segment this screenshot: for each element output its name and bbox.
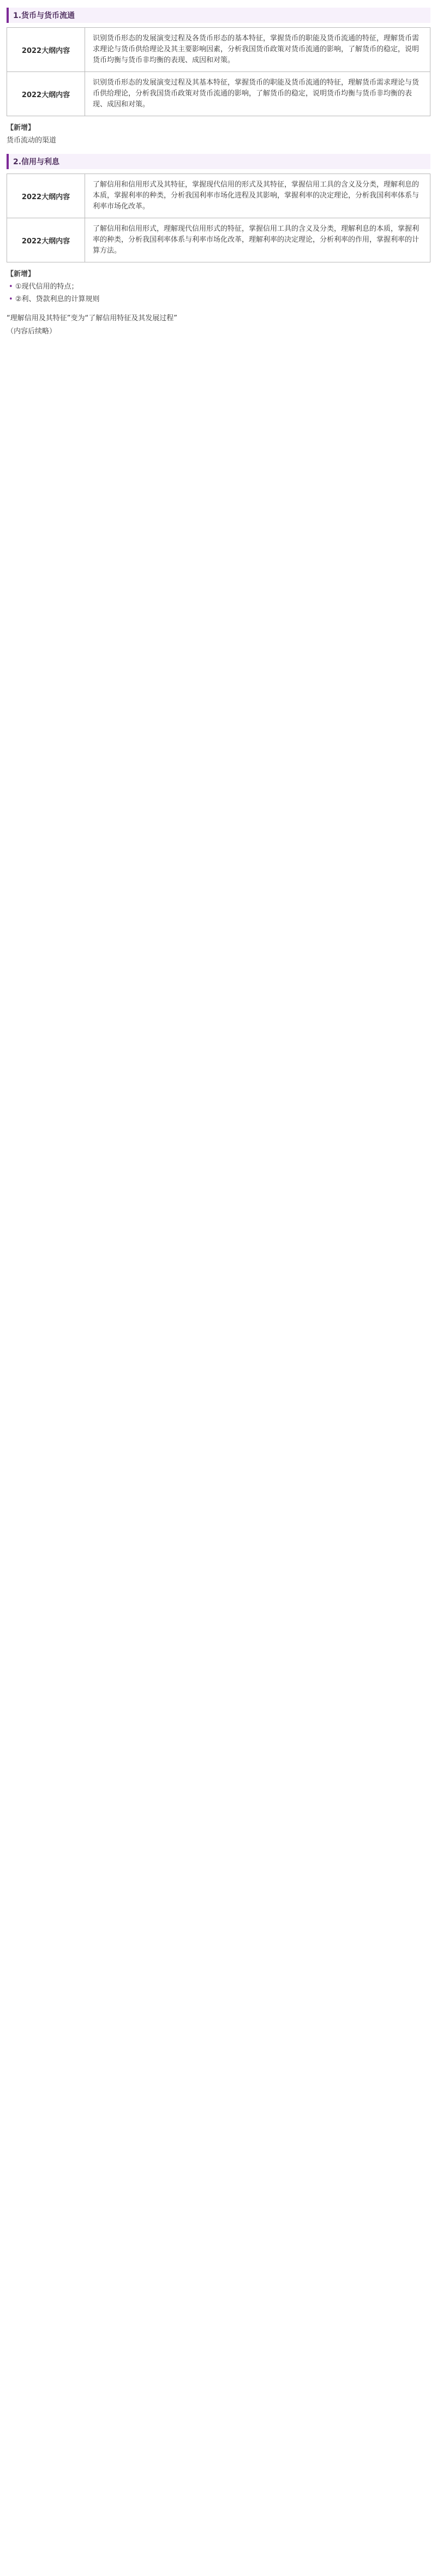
year-cell: 2022大纲内容 (7, 218, 85, 262)
note-line: • ①现代信用的特点； (9, 282, 428, 292)
table-row (7, 28, 430, 72)
note-title: 【新增】 (7, 270, 35, 278)
table-row (7, 174, 430, 218)
year-cell: 2022大纲内容 (7, 174, 85, 218)
page (0, 8, 437, 337)
section-title: 1.货币与货币流通 (7, 8, 430, 23)
outline-table (7, 27, 430, 116)
content-cell: 识别货币形态的发展演变过程及各货币形态的基本特征，掌握货币的职能及货币流通的特征，理解货币需求理论与货币供给理论及其主要影响因素，分析我国货币政策对货币流通的影响，了解货币的稳定，说明货币均衡与货币非均衡的表现、成因和对策。 (85, 28, 430, 72)
change-note: “理解信用及其特征”变为“了解信用特征及其发展过程” (7, 314, 177, 322)
note-line: 货币流动的渠道 (7, 136, 57, 145)
outline-table (7, 174, 430, 262)
content-cell: 了解信用和信用形式及其特征，掌握现代信用的形式及其特征，掌握信用工具的含义及分类，理解利息的本质，掌握利率的种类，分析我国利率市场化进程及其影响，掌握利率的决定理论，分析我国利率体系与利率市场化改革。 (85, 174, 430, 218)
year-cell: 2022大纲内容 (7, 72, 85, 116)
tail-text: （内容后续略） (7, 327, 57, 336)
year-cell: 2022大纲内容 (7, 28, 85, 72)
spacer (0, 307, 437, 311)
note-line: • ②利、贷款利息的计算规则 (9, 294, 428, 305)
content-cell: 识别货币形态的发展演变过程及其基本特征，掌握货币的职能及货币流通的特征，理解货币需求理论与货币供给理论，分析我国货币政策对货币流通的影响，了解货币的稳定，说明货币均衡与货币非均衡的表现、成因和对策。 (85, 72, 430, 116)
section-title: 2.信用与利息 (7, 154, 430, 169)
content-cell: 了解信用和信用形式，理解现代信用形式的特征，掌握信用工具的含义及分类，理解利息的本质，掌握利率的种类，分析我国利率体系与利率市场化改革，理解利率的决定理论，分析利率的作用，掌握利率的计算方法。 (85, 218, 430, 262)
note-list (0, 282, 437, 305)
note-title: 【新增】 (7, 124, 35, 132)
table-row (7, 218, 430, 262)
table-row (7, 72, 430, 116)
